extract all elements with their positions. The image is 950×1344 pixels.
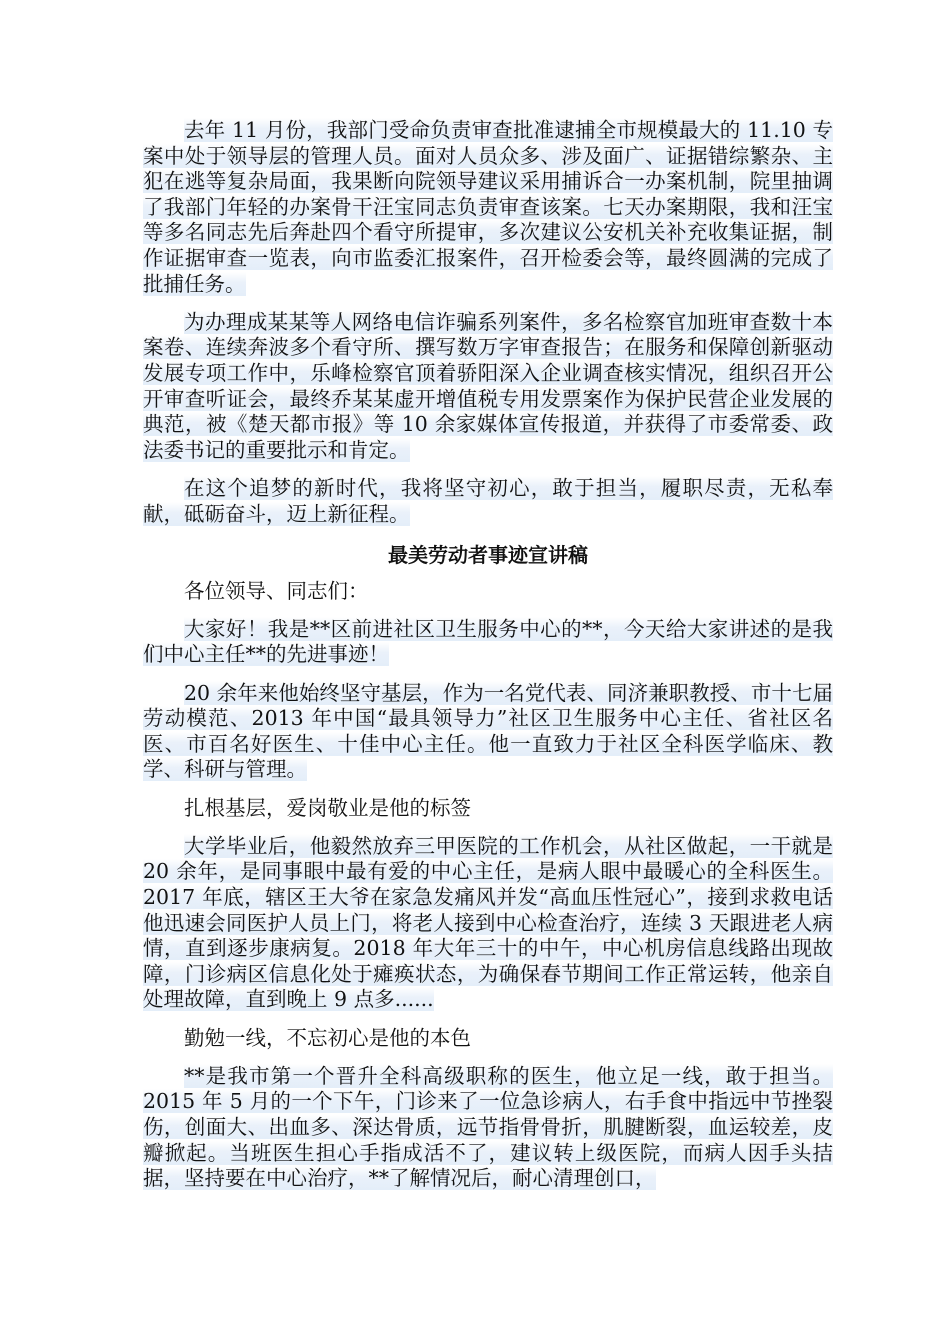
greeting: 各位领导、同志们： <box>184 578 369 603</box>
paragraph: 在这个追梦的新时代，我将坚守初心，敢于担当，履职尽责，无私奉献，砥砺奋斗，迈上新征程。 <box>143 475 833 526</box>
paragraph: 为办理成某某等人网络电信诈骗系列案件，多名检察官加班审查数十本案卷、连续奔波多个看守所、撰写数万字审查报告；在服务和保障创新驱动发展专项工作中，乐峰检察官顶着骄阳深入企业调查核实情况，组织召开公开审查听证会，最终乔某某虚开增值税专用发票案作为保护民营企业发展的典范，被《楚天都市报》等 10 余家媒体宣传报道，并获得了市委常委、政法委书记的重要批示和肯定。 <box>143 309 833 462</box>
section-heading: 勤勉一线，不忘初心是他的本色 <box>184 1025 471 1050</box>
paragraph: 大学毕业后，他毅然放弃三甲医院的工作机会，从社区做起，一干就是 20 余年，是同事眼中最有爱的中心主任，是病人眼中最暖心的全科医生。2017 年底，辖区王大爷在家急发痛风并发“高血压性冠心”，接到求救电话他迅速会同医护人员上门，将老人接到中心检查治疗，连续 3 天跟进老人病情，直到逐步康病复。2018 年大年三十的中午，中心机房信息线路出现故障，门诊病区信息化处于瘫痪状态，为确保春节期间工作正常运转，他亲自处理故障，直到晚上 9 点多...... <box>143 833 833 1012</box>
section-heading: 扎根基层，爱岗敬业是他的标签 <box>184 795 471 820</box>
paragraph: 大家好！我是**区前进社区卫生服务中心的**，今天给大家讲述的是我们中心主任**的先进事迹！ <box>143 616 833 667</box>
document-title: 最美劳动者事迹宣讲稿 <box>388 543 588 568</box>
paragraph: 20 余年来他始终坚守基层，作为一名党代表、同济兼职教授、市十七届劳动模范、2013 年中国“最具领导力”社区卫生服务中心主任、省社区名医、市百名好医生、十佳中心主任。他一直致力于社区全科医学临床、教学、科研与管理。 <box>143 680 833 782</box>
document-page <box>143 118 833 1204</box>
paragraph: 去年 11 月份，我部门受命负责审查批准逮捕全市规模最大的 11.10 专案中处于领导层的管理人员。面对人员众多、涉及面广、证据错综繁杂、主犯在逃等复杂局面，我果断向院领导建议采用捕诉合一办案机制，院里抽调了我部门年轻的办案骨干汪宝同志负责审查该案。七天办案期限，我和汪宝等多名同志先后奔赴四个看守所提审，多次建议公安机关补充收集证据，制作证据审查一览表，向市监委汇报案件，召开检委会等，最终圆满的完成了批捕任务。 <box>143 118 833 296</box>
paragraph: **是我市第一个晋升全科高级职称的医生，他立足一线，敢于担当。2015 年 5 月的一个下午，门诊来了一位急诊病人，右手食中指远中节挫裂伤，创面大、出血多、深达骨质，远节指骨骨折，肌腱断裂，血运较差，皮瓣掀起。当班医生担心手指成活不了，建议转上级医院，而病人因手头拮据，坚持要在中心治疗，**了解情况后，耐心清理创口， <box>143 1063 833 1191</box>
